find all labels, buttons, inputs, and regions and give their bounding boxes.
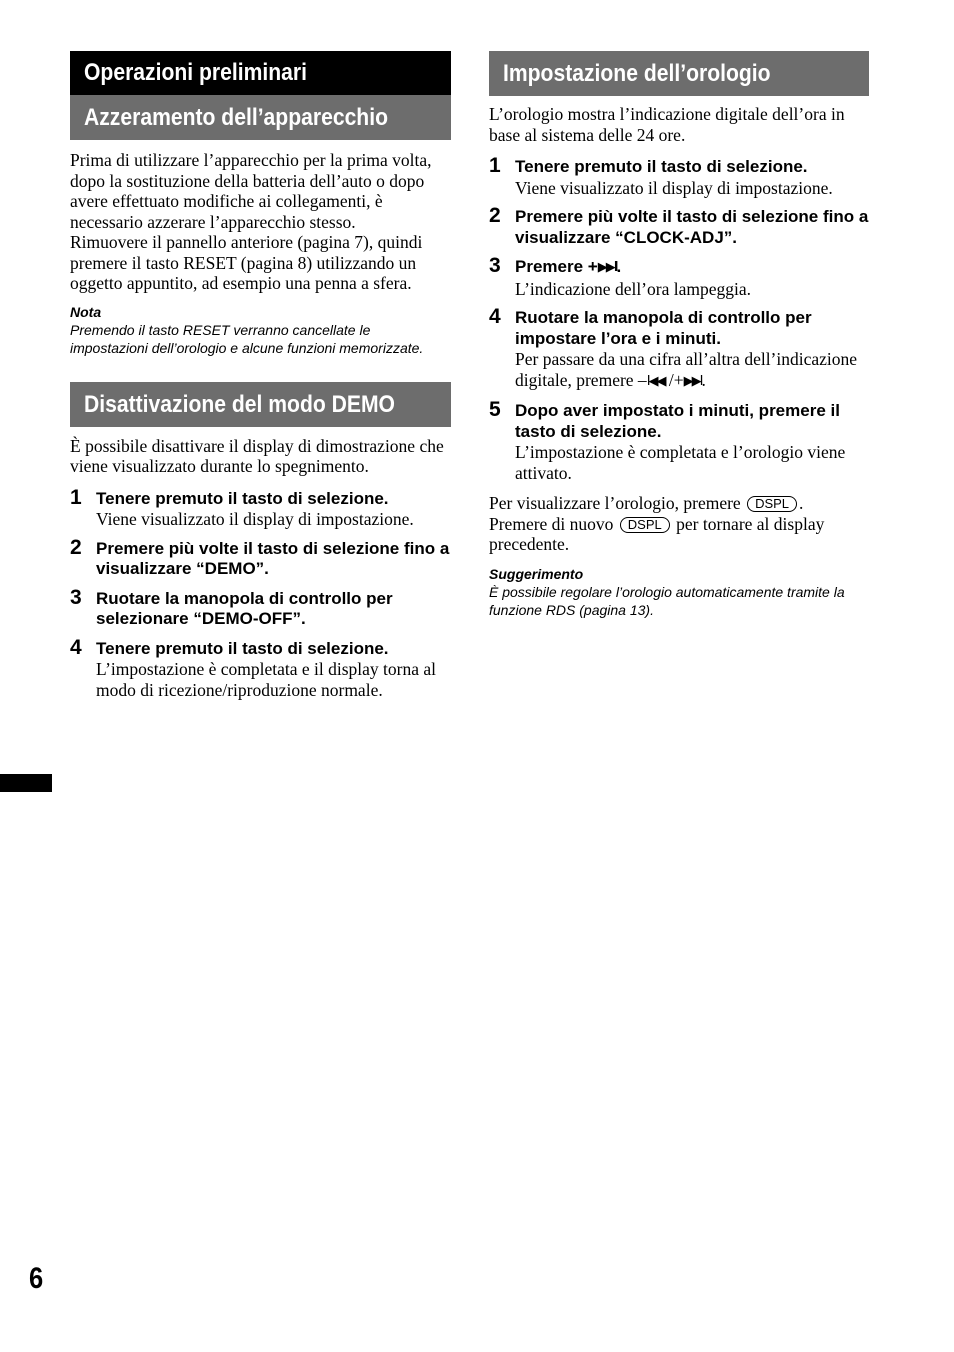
dspl-key-label: DSPL xyxy=(747,496,797,512)
step-title: Tenere premuto il tasto di selezione. xyxy=(515,157,808,176)
step-number: 3 xyxy=(70,585,82,609)
display-text-2: . xyxy=(799,493,804,513)
demo-step-1 xyxy=(70,485,451,530)
section-heading-clock-text: Impostazione dell’orologio xyxy=(503,60,771,87)
step-description: L’indicazione dell’ora lampeggia. xyxy=(515,278,751,299)
step-title: Dopo aver impostato i minuti, premere il tasto di selezione. xyxy=(515,401,840,441)
step-description: L’impostazione è completata e l’orologio viene attivato. xyxy=(515,442,846,483)
clock-step-1 xyxy=(489,154,869,198)
step-title xyxy=(515,257,869,279)
step-number: 5 xyxy=(489,398,501,421)
section-heading-reset-text: Azzeramento dell’apparecchio xyxy=(84,104,388,131)
step-desc-mid: /+ xyxy=(664,369,684,390)
step-description: L’impostazione è completata e il display torna al modo di ricezione/riproduzione normale. xyxy=(96,659,437,700)
display-text-4: per tornare al display precedente. xyxy=(489,513,825,554)
step-number: 3 xyxy=(489,254,501,277)
step-number: 4 xyxy=(489,305,501,328)
clock-step-4 xyxy=(489,305,869,392)
step-title-suffix: . xyxy=(616,257,622,276)
page-number: 6 xyxy=(29,1262,44,1295)
demo-step-3 xyxy=(70,585,451,630)
step-title: Premere più volte il tasto di selezione fino a visualizzare “CLOCK-ADJ”. xyxy=(515,207,869,247)
demo-intro: È possibile disattivare il display di dimostrazione che viene visualizzato durante lo spegnimento. xyxy=(70,435,444,476)
reset-paragraph-1: Prima di utilizzare l’apparecchio per la prima volta, dopo la sostituzione della batteria dell’auto o dopo avere effettuato modifiche ai collegamenti, è necessario azzerare l’apparecchio stesso. xyxy=(70,150,432,232)
next-track-icon: ▶▶I xyxy=(597,260,617,275)
step-title: Premere più volte il tasto di selezione fino a visualizzare “DEMO”. xyxy=(96,538,450,578)
section-heading-demo xyxy=(70,382,451,427)
step-title: Ruotare la manopola di controllo per impostare l’ora e i minuti. xyxy=(515,308,812,348)
step-description xyxy=(515,349,869,392)
tip-text: È possibile regolare l’orologio automaticamente tramite la funzione RDS (pagina 13). xyxy=(489,583,845,618)
section-heading-clock xyxy=(489,51,869,96)
section-tab-marker xyxy=(0,774,52,792)
section-heading-reset xyxy=(70,95,451,140)
clock-step-2 xyxy=(489,204,869,248)
step-desc-suffix: . xyxy=(701,369,706,390)
step-number: 2 xyxy=(489,204,501,227)
section-heading-demo-text: Disattivazione del modo DEMO xyxy=(84,390,395,418)
next-track-icon: ▶▶I xyxy=(683,373,702,389)
left-column xyxy=(70,51,451,700)
step-number: 1 xyxy=(70,485,82,509)
display-clock-instructions xyxy=(489,493,869,555)
right-column xyxy=(489,51,869,620)
demo-step-4 xyxy=(70,635,451,701)
clock-intro: L’orologio mostra l’indicazione digitale dell’ora in base al sistema delle 24 ore. xyxy=(489,104,845,145)
demo-step-2 xyxy=(70,535,451,580)
step-title: Tenere premuto il tasto di selezione. xyxy=(96,638,389,658)
previous-track-icon: I◀◀ xyxy=(646,373,665,389)
step-desc-prefix: Per passare da una cifra all’altra dell’indicazione digitale, premere – xyxy=(515,349,858,390)
step-description: Viene visualizzato il display di impostazione. xyxy=(96,509,414,529)
note-text: Premendo il tasto RESET verranno cancellate le impostazioni dell’orologio e alcune funzioni memorizzate. xyxy=(70,321,424,356)
dspl-key-label: DSPL xyxy=(620,517,670,533)
step-title-prefix: Premere + xyxy=(515,257,598,276)
step-number: 1 xyxy=(489,154,501,177)
display-text-3: Premere di nuovo xyxy=(489,513,614,534)
step-number: 4 xyxy=(70,635,82,659)
step-title: Ruotare la manopola di controllo per selezionare “DEMO-OFF”. xyxy=(96,588,393,628)
tip-title: Suggerimento xyxy=(489,565,584,582)
clock-step-3 xyxy=(489,254,869,299)
display-text-1: Per visualizzare l’orologio, premere xyxy=(489,493,741,513)
step-description: Viene visualizzato il display di impostazione. xyxy=(515,177,833,198)
step-number: 2 xyxy=(70,535,82,559)
chapter-title-banner xyxy=(70,51,451,95)
reset-paragraph-2: Rimuovere il pannello anteriore (pagina 7), quindi premere il tasto RESET (pagina 8) utilizzando un oggetto appuntito, ad esempio una penna a sfera. xyxy=(70,232,423,293)
chapter-title: Operazioni preliminari xyxy=(84,59,307,86)
clock-step-5 xyxy=(489,398,869,483)
note-title: Nota xyxy=(70,303,102,320)
step-title: Tenere premuto il tasto di selezione. xyxy=(96,488,389,508)
